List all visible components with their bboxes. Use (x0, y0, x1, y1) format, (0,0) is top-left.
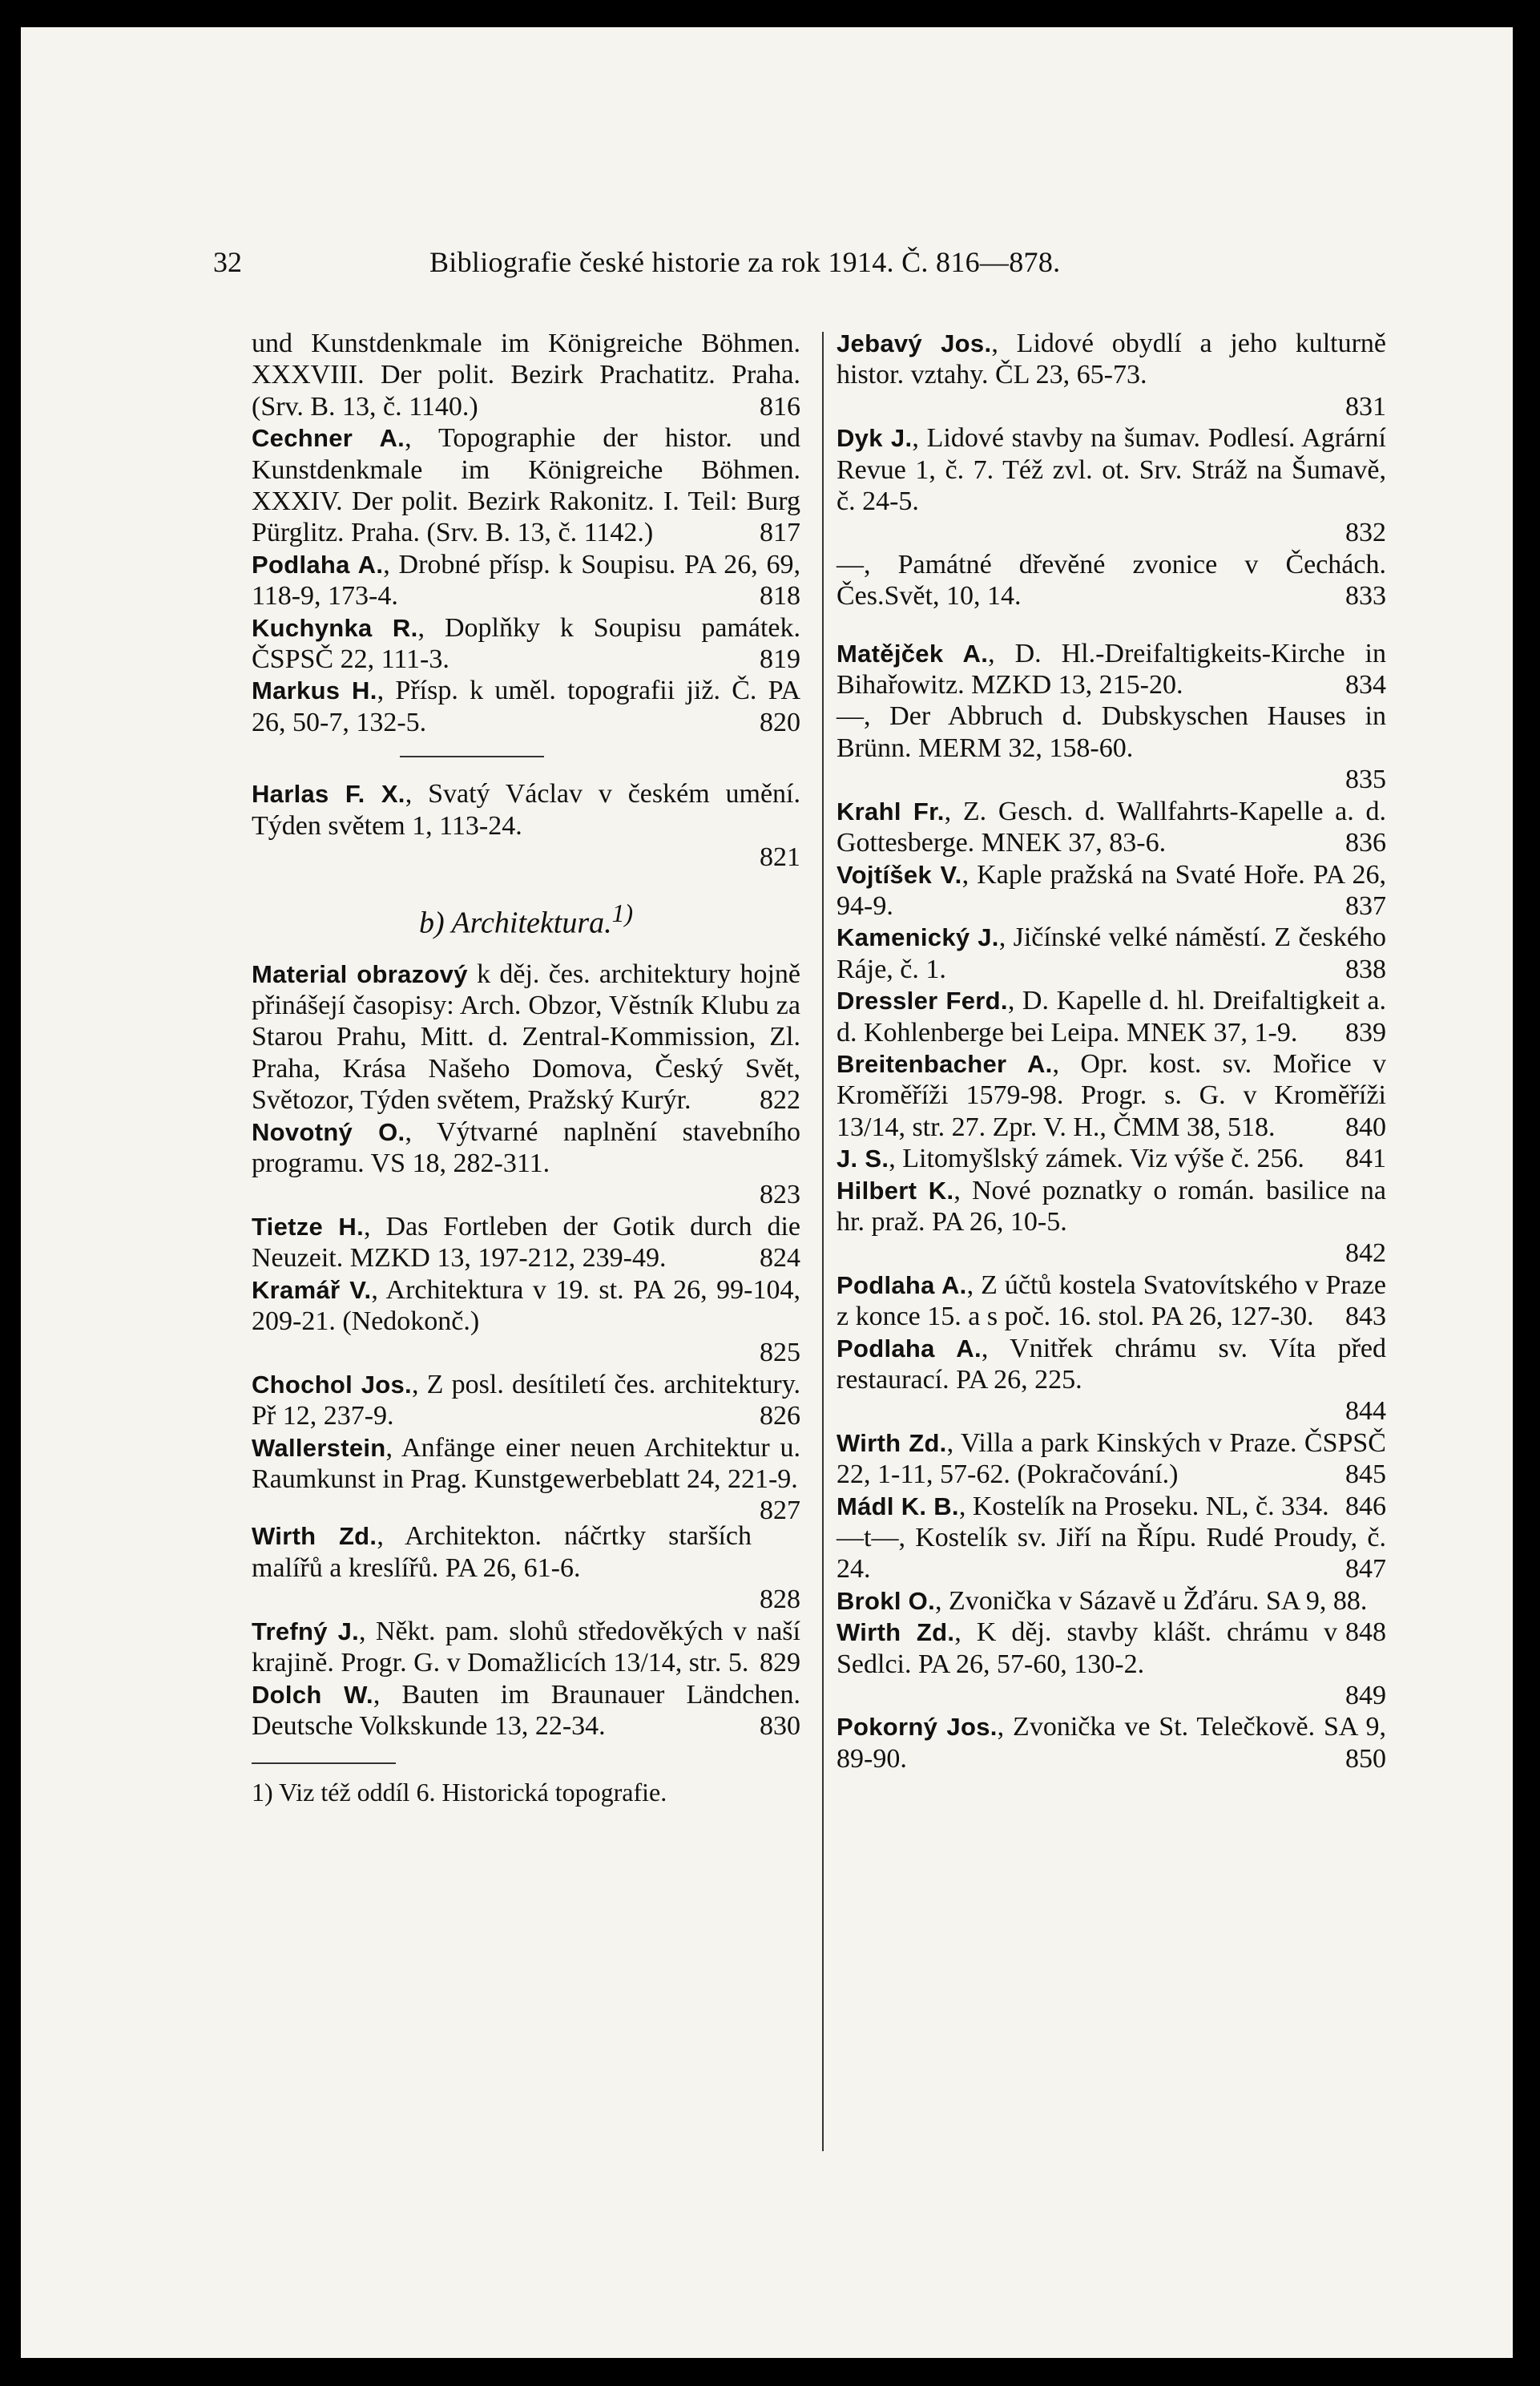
left-column (252, 328, 800, 1807)
entry-822: Material obrazový k děj. čes. architektury hojně přinášejí časopisy: Arch. Obzor, Věstník Klubu za Starou Prahu, Mitt. d. Zentral-Kommission, Zl. Praha, Krása Našeho Domova, Český Svět, Světozor, Týden světem, Pražský Kurýr. 822 (252, 959, 800, 1116)
entry-830: Dolch W., Bauten im Braunauer Ländchen. Deutsche Volkskunde 13, 22-34. 830 (252, 1679, 800, 1741)
entry-823: Novotný O., Výtvarné naplnění stavebního programu. VS 18, 282-311. 823 (252, 1116, 800, 1210)
entry-848: Brokl O., Zvonička v Sázavě u Žďáru. SA 9, 88. 848 (837, 1585, 1386, 1648)
entry-846: Mádl K. B., Kostelík na Proseku. NL, č. 334. 846 (837, 1491, 1386, 1521)
entry-836: Krahl Fr., Z. Gesch. d. Wallfahrts-Kapelle a. d. Gottesberge. MNEK 37, 83-6. 836 (837, 796, 1386, 858)
entry-818: Podlaha A., Drobné přísp. k Soupisu. PA 26, 69, 118-9, 173-4. 818 (252, 549, 800, 612)
entry-850: Pokorný Jos., Zvonička ve St. Telečkově. SA 9, 89-90. 850 (837, 1712, 1386, 1774)
entry-843: Podlaha A., Z účtů kostela Svatovítského v Praze z konce 15. a s poč. 16. stol. PA 26, 127-30. 843 (837, 1270, 1387, 1332)
column-divider (822, 332, 824, 2151)
footnote-marker: 1) (611, 898, 633, 927)
entry-845: Wirth Zd., Villa a park Kinských v Praze. ČSPSČ 22, 1-11, 57-62. (Pokračování.) 845 (837, 1427, 1386, 1490)
entry-838: Kamenický J., Jičínské velké náměstí. Z českého Ráje, č. 1. 838 (837, 923, 1386, 984)
entry-819: Kuchynka R., Doplňky k Soupisu památek. ČSPSČ 22, 111-3. 819 (252, 612, 800, 675)
right-column (837, 328, 1386, 1774)
page-header (213, 229, 1367, 285)
entry-817: Cechner A., Topographie der histor. und Kunstdenkmale im Königreiche Böhmen. XXXIV. Der polit. Bezirk Rakonitz. I. Teil: Burg Pürglitz. Praha. (Srv. B. 13, č. 1142.) 817 (252, 423, 800, 548)
entry-833: —, Památné dřevěné zvonice v Čechách. Čes.Svět, 10, 14. 833 (837, 549, 1386, 612)
page-number: 32 (213, 246, 242, 278)
entry-828: Wirth Zd., Architekton. náčrtky starších malířů a kreslířů. PA 26, 61-6. 828 (252, 1521, 800, 1615)
entry-831: Jebavý Jos., Lidové obydlí a jeho kulturně histor. vztahy. ČL 23, 65-73. 831 (837, 329, 1386, 422)
entry-840: Breitenbacher A., Opr. kost. sv. Mořice v Kroměříži 1579-98. Progr. s. G. v Kroměříži 13/14, str. 27. Zpr. V. H., ČMM 38, 518. 840 (837, 1048, 1386, 1142)
entry-824: Tietze H., Das Fortleben der Gotik durch die Neuzeit. MZKD 13, 197-212, 239-49. 824 (252, 1211, 801, 1274)
footnote-rule (252, 1762, 396, 1764)
entry-834: Matějček A., D. Hl.-Dreifaltigkeits-Kirche in Bihařowitz. MZKD 13, 215-20. 834 (837, 638, 1387, 700)
entry-837: Vojtíšek V., Kaple pražská na Svaté Hoře. PA 26, 94-9. 837 (837, 859, 1386, 921)
entry-835: —, Der Abbruch d. Dubskyschen Hauses in Brünn. MERM 32, 158-60. 835 (837, 701, 1386, 795)
entry-816: und Kunstdenkmale im Königreiche Böhmen. XXXVIII. Der polit. Bezirk Prachatitz. Praha. (Srv. B. 13, č. 1140.) 816 (252, 329, 800, 422)
entry-829: Trefný J., Někt. pam. slohů středověkých v naší krajině. Progr. G. v Domažlicích 13/14, str. 5. 829 (252, 1616, 800, 1678)
page-title: Bibliografie české historie za rok 1914. Č. 816—878. (429, 246, 1061, 278)
page (21, 27, 1513, 2358)
entry-849: Wirth Zd., K děj. stavby klášt. chrámu v Sedlci. PA 26, 57-60, 130-2. 849 (837, 1617, 1386, 1711)
entry-842: Hilbert K., Nové poznatky o román. basilice na hr. praž. PA 26, 10-5. 842 (837, 1175, 1386, 1269)
entry-839: Dressler Ferd., D. Kapelle d. hl. Dreifaltigkeit a. d. Kohlenberge bei Leipa. MNEK 37, 1-9. 839 (837, 986, 1386, 1048)
entry-821: Harlas F. X., Svatý Václav v českém umění. Týden světem 1, 113-24. 821 (252, 779, 800, 873)
entry-844: Podlaha A., Vnitřek chrámu sv. Víta před restaurací. PA 26, 225. 844 (837, 1333, 1386, 1427)
entry-827: Wallerstein, Anfänge einer neuen Architektur u. Raumkunst in Prag. Kunstgewerbeblatt 24, 221-9. 827 (252, 1432, 800, 1526)
entry-820: Markus H., Přísp. k uměl. topografii již. Č. PA 26, 50-7, 132-5. 820 (252, 676, 800, 737)
entry-825: Kramář V., Architektura v 19. st. PA 26, 99-104, 209-21. (Nedokonč.) 825 (252, 1274, 800, 1368)
footnote: 1) Viz též oddíl 6. Historická topografie. (252, 1778, 667, 1807)
section-title: b) Architektura.$^{1)}$ (419, 898, 633, 940)
entry-847: —t—, Kostelík sv. Jiří na Řípu. Rudé Proudy, č. 24. 847 (837, 1523, 1386, 1585)
entry-841: J. S., Litomyšlský zámek. Viz výše č. 256. 841 (837, 1144, 1386, 1174)
entry-832: Dyk J., Lidové stavby na šumav. Podlesí. Agrární Revue 1, č. 7. Též zvl. ot. Srv. Stráž na Šumavě, č. 24-5. 832 (837, 423, 1386, 548)
entry-826: Chochol Jos., Z posl. desítiletí čes. architektury. Př 12, 237-9. 826 (252, 1369, 801, 1431)
separator-rule (400, 756, 544, 757)
